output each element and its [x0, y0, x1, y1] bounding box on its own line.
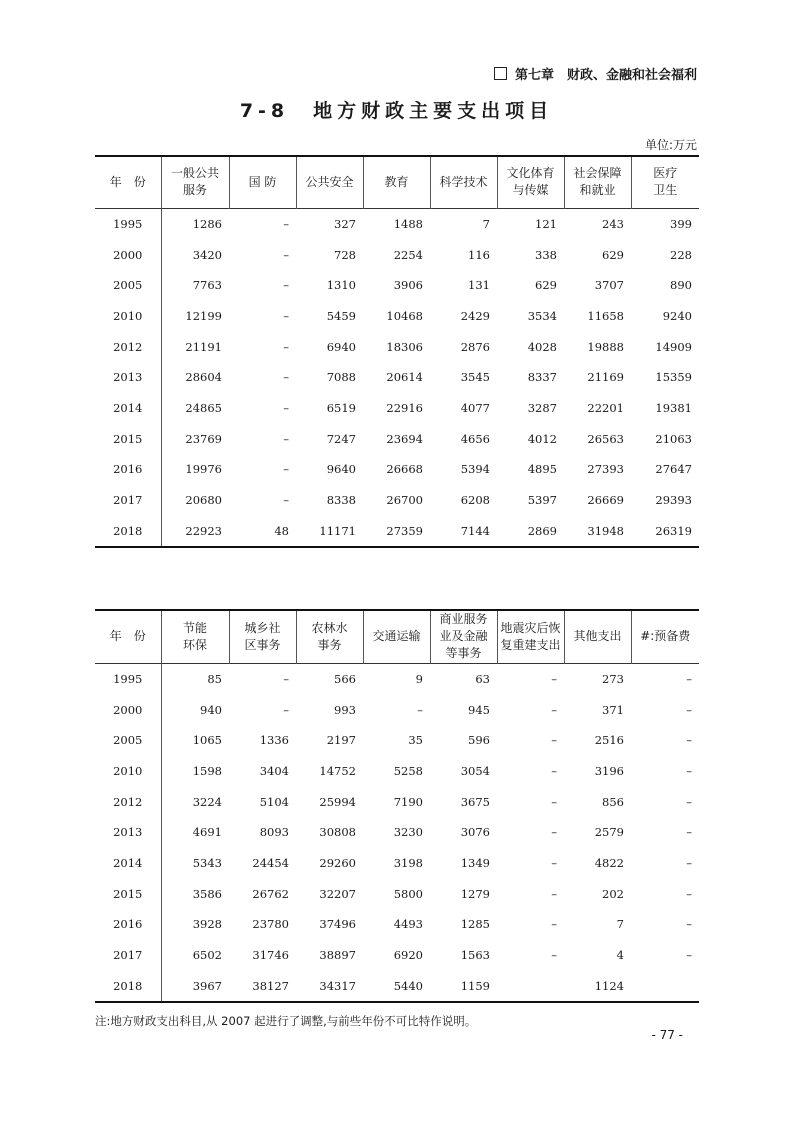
table-row — [95, 663, 699, 694]
value-cell: 21191 — [185, 339, 222, 354]
value-cell: 6208 — [460, 493, 490, 508]
value-cell: 22923 — [185, 523, 222, 538]
value-cell: 29393 — [655, 493, 692, 508]
table-row — [95, 817, 699, 848]
table-row — [95, 909, 699, 940]
value-cell: – — [551, 671, 557, 686]
column-header: 地震灾后恢 复重建支出 — [497, 610, 564, 663]
footnote: 注:地方财政支出科目,从 2007 起进行了调整,与前些年份不可比特作说明。 — [95, 1014, 477, 1028]
year-cell: 2012 — [95, 786, 161, 817]
year-cell: 1995 — [95, 208, 161, 239]
value-cell: 945 — [468, 702, 490, 717]
year-cell: 2000 — [95, 239, 161, 270]
value-cell: 4077 — [460, 400, 490, 415]
value-cell: 1286 — [192, 216, 222, 231]
value-cell: 2579 — [594, 825, 624, 840]
value-cell: 27393 — [587, 462, 624, 477]
column-header: 年 份 — [109, 629, 146, 644]
value-cell: 3586 — [192, 886, 222, 901]
table-row — [95, 970, 699, 1002]
value-cell: 6940 — [326, 339, 356, 354]
column-header: 一般公共 服务 — [161, 156, 229, 208]
column-header: 商业服务 业及金融 等事务 — [430, 610, 497, 663]
year-cell: 2013 — [95, 817, 161, 848]
value-cell: 23769 — [185, 431, 222, 446]
value-cell: 371 — [602, 702, 624, 717]
value-cell: 8338 — [326, 493, 356, 508]
value-cell: 30808 — [319, 825, 356, 840]
value-cell: 3404 — [259, 763, 289, 778]
value-cell: – — [283, 493, 289, 508]
value-cell: 26319 — [655, 523, 692, 538]
table-header-row — [95, 610, 699, 663]
chapter-title: 第七章 财政、金融和社会福利 — [514, 68, 697, 83]
value-cell: 4895 — [527, 462, 557, 477]
year-cell: 2010 — [95, 756, 161, 787]
value-cell: 131 — [468, 278, 490, 293]
value-cell: 3906 — [393, 278, 423, 293]
value-cell: 5459 — [326, 308, 356, 323]
unit-label: 单位:万元 — [644, 138, 697, 152]
year-cell: 2014 — [95, 848, 161, 879]
value-cell: 7763 — [192, 278, 222, 293]
column-header: 年 份 — [109, 174, 146, 189]
value-cell: 116 — [468, 247, 490, 262]
value-cell: 18306 — [386, 339, 423, 354]
value-cell: 1065 — [192, 733, 222, 748]
value-cell: 3224 — [192, 794, 222, 809]
value-cell: 4012 — [527, 431, 557, 446]
value-cell: 21169 — [587, 370, 624, 385]
value-cell: – — [551, 886, 557, 901]
year-cell: 2017 — [95, 940, 161, 971]
value-cell: 4656 — [460, 431, 490, 446]
value-cell: 9640 — [326, 462, 356, 477]
checkbox-square-icon — [494, 67, 507, 80]
column-header: 公共安全 — [296, 156, 363, 208]
value-cell: 2254 — [393, 247, 423, 262]
value-cell: 11658 — [587, 308, 624, 323]
value-cell: – — [283, 370, 289, 385]
table-header-row — [95, 156, 699, 208]
table-row — [95, 725, 699, 756]
value-cell: 3198 — [393, 855, 423, 870]
value-cell: 890 — [670, 278, 692, 293]
table-row — [95, 423, 699, 454]
value-cell: 1310 — [326, 278, 356, 293]
value-cell: 22201 — [587, 400, 624, 415]
value-cell: – — [283, 278, 289, 293]
value-cell: 4822 — [594, 855, 624, 870]
value-cell: 26669 — [587, 493, 624, 508]
year-cell: 2005 — [95, 725, 161, 756]
year-cell: 2013 — [95, 362, 161, 393]
value-cell: – — [551, 733, 557, 748]
value-cell: 7247 — [326, 431, 356, 446]
table-row — [95, 239, 699, 270]
value-cell: – — [551, 702, 557, 717]
value-cell: 24454 — [252, 855, 289, 870]
value-cell: 596 — [468, 733, 490, 748]
value-cell: 7144 — [460, 523, 490, 538]
value-cell: 7190 — [393, 794, 423, 809]
value-cell: 3196 — [594, 763, 624, 778]
chapter-header — [494, 64, 697, 83]
value-cell: 4028 — [527, 339, 557, 354]
value-cell: 5440 — [393, 978, 423, 993]
value-cell: 3420 — [192, 247, 222, 262]
value-cell: 273 — [602, 671, 624, 686]
value-cell: 2429 — [460, 308, 490, 323]
value-cell: – — [551, 948, 557, 963]
value-cell: 3534 — [527, 308, 557, 323]
year-cell: 2014 — [95, 393, 161, 424]
value-cell: 3545 — [460, 370, 490, 385]
value-cell: – — [686, 917, 692, 932]
value-cell: – — [283, 216, 289, 231]
column-header: 农林水 事务 — [296, 610, 363, 663]
value-cell: – — [686, 886, 692, 901]
value-cell: 4 — [616, 948, 624, 963]
value-cell: 3076 — [460, 825, 490, 840]
value-cell: 31948 — [587, 523, 624, 538]
table-row — [95, 331, 699, 362]
value-cell: 25994 — [319, 794, 356, 809]
value-cell: 1159 — [460, 978, 490, 993]
value-cell: – — [283, 308, 289, 323]
value-cell: – — [551, 855, 557, 870]
column-header: 城乡社 区事务 — [229, 610, 296, 663]
value-cell: 15359 — [655, 370, 692, 385]
year-cell: 2016 — [95, 909, 161, 940]
value-cell: 27359 — [386, 523, 423, 538]
value-cell: 1279 — [460, 886, 490, 901]
value-cell: 38897 — [319, 948, 356, 963]
value-cell: 338 — [535, 247, 557, 262]
value-cell: – — [417, 702, 423, 717]
year-cell: 2005 — [95, 270, 161, 301]
value-cell: 8337 — [527, 370, 557, 385]
value-cell: 1336 — [259, 733, 289, 748]
value-cell: 1285 — [460, 917, 490, 932]
expenditure-table-2 — [95, 609, 699, 1003]
table-row — [95, 208, 699, 239]
table-row — [95, 485, 699, 516]
value-cell: 20614 — [386, 370, 423, 385]
value-cell: – — [551, 763, 557, 778]
value-cell: 1488 — [393, 216, 423, 231]
value-cell: 19976 — [185, 462, 222, 477]
value-cell: 6502 — [192, 948, 222, 963]
value-cell: 243 — [602, 216, 624, 231]
column-header: #:预备费 — [631, 610, 699, 663]
value-cell: – — [551, 825, 557, 840]
table-row — [95, 270, 699, 301]
value-cell: 728 — [334, 247, 356, 262]
value-cell — [497, 970, 564, 1002]
column-header: 节能 环保 — [161, 610, 229, 663]
value-cell: – — [686, 733, 692, 748]
year-cell: 1995 — [95, 663, 161, 694]
table-row — [95, 301, 699, 332]
year-cell: 2010 — [95, 301, 161, 332]
column-header: 文化体育 与传媒 — [497, 156, 564, 208]
value-cell: – — [283, 431, 289, 446]
value-cell: 228 — [670, 247, 692, 262]
year-cell: 2018 — [95, 515, 161, 547]
value-cell: 22916 — [386, 400, 423, 415]
value-cell: 856 — [602, 794, 624, 809]
value-cell: 940 — [200, 702, 222, 717]
value-cell: 1598 — [192, 763, 222, 778]
year-cell: 2016 — [95, 454, 161, 485]
value-cell: 7088 — [326, 370, 356, 385]
value-cell: 2197 — [326, 733, 356, 748]
value-cell: 9 — [415, 671, 423, 686]
value-cell: 12199 — [185, 308, 222, 323]
value-cell: 629 — [535, 278, 557, 293]
value-cell: – — [686, 948, 692, 963]
value-cell: – — [686, 855, 692, 870]
value-cell: 5394 — [460, 462, 490, 477]
value-cell: – — [686, 702, 692, 717]
column-header: 社会保障 和就业 — [564, 156, 631, 208]
value-cell: 35 — [408, 733, 423, 748]
year-cell: 2015 — [95, 423, 161, 454]
value-cell: 10468 — [386, 308, 423, 323]
value-cell: 21063 — [655, 431, 692, 446]
value-cell: 29260 — [319, 855, 356, 870]
value-cell: – — [686, 671, 692, 686]
value-cell: 31746 — [252, 948, 289, 963]
table-row — [95, 694, 699, 725]
table-row — [95, 393, 699, 424]
value-cell: 3054 — [460, 763, 490, 778]
year-cell: 2012 — [95, 331, 161, 362]
value-cell: 26668 — [386, 462, 423, 477]
column-header: 其他支出 — [564, 610, 631, 663]
value-cell: 85 — [207, 671, 222, 686]
column-header: 教育 — [363, 156, 430, 208]
value-cell: 1563 — [460, 948, 490, 963]
value-cell: 23780 — [252, 917, 289, 932]
page-number: - 77 - — [651, 1028, 683, 1042]
value-cell: – — [686, 825, 692, 840]
value-cell: – — [283, 400, 289, 415]
value-cell: – — [283, 339, 289, 354]
value-cell: 14752 — [319, 763, 356, 778]
value-cell: 1124 — [594, 978, 624, 993]
value-cell: 3230 — [393, 825, 423, 840]
value-cell: 26563 — [587, 431, 624, 446]
value-cell: 327 — [334, 216, 356, 231]
value-cell: 2876 — [460, 339, 490, 354]
value-cell: 38127 — [252, 978, 289, 993]
column-header: 国 防 — [229, 156, 296, 208]
value-cell: 4493 — [393, 917, 423, 932]
table-row — [95, 848, 699, 879]
value-cell: – — [283, 671, 289, 686]
column-header: 交通运输 — [363, 610, 430, 663]
value-cell: 7 — [482, 216, 490, 231]
table-row — [95, 878, 699, 909]
value-cell: 48 — [274, 523, 289, 538]
value-cell: 28604 — [185, 370, 222, 385]
table-row — [95, 940, 699, 971]
year-cell: 2015 — [95, 878, 161, 909]
value-cell: 63 — [475, 671, 490, 686]
value-cell: 6920 — [393, 948, 423, 963]
value-cell: 8093 — [259, 825, 289, 840]
value-cell: – — [283, 462, 289, 477]
value-cell: 4691 — [192, 825, 222, 840]
value-cell: 27647 — [655, 462, 692, 477]
value-cell: 9240 — [662, 308, 692, 323]
table-row — [95, 362, 699, 393]
table-row — [95, 756, 699, 787]
value-cell: 5258 — [393, 763, 423, 778]
value-cell: 5397 — [527, 493, 557, 508]
expenditure-table-1 — [95, 155, 699, 548]
value-cell: 32207 — [319, 886, 356, 901]
value-cell: 7 — [616, 917, 624, 932]
value-cell: – — [551, 794, 557, 809]
value-cell: 3967 — [192, 978, 222, 993]
value-cell: 19381 — [655, 400, 692, 415]
table-row — [95, 786, 699, 817]
value-cell: – — [283, 702, 289, 717]
value-cell: 5104 — [259, 794, 289, 809]
value-cell: 2516 — [594, 733, 624, 748]
value-cell: 23694 — [386, 431, 423, 446]
year-cell: 2018 — [95, 970, 161, 1002]
value-cell: 14909 — [655, 339, 692, 354]
value-cell: 26700 — [386, 493, 423, 508]
value-cell: – — [686, 794, 692, 809]
value-cell: 3928 — [192, 917, 222, 932]
value-cell: – — [686, 763, 692, 778]
value-cell: 3707 — [594, 278, 624, 293]
value-cell: 19888 — [587, 339, 624, 354]
value-cell: 11171 — [319, 523, 356, 538]
value-cell: 37496 — [319, 917, 356, 932]
value-cell: 993 — [334, 702, 356, 717]
value-cell: – — [551, 917, 557, 932]
year-cell: 2000 — [95, 694, 161, 725]
value-cell: 121 — [535, 216, 557, 231]
value-cell: 566 — [334, 671, 356, 686]
table-row — [95, 454, 699, 485]
value-cell: 3675 — [460, 794, 490, 809]
value-cell: 1349 — [460, 855, 490, 870]
page-title: 7-8 地方财政主要支出项目 — [239, 100, 554, 122]
value-cell: 34317 — [319, 978, 356, 993]
value-cell — [631, 970, 699, 1002]
value-cell: 3287 — [527, 400, 557, 415]
value-cell: 399 — [670, 216, 692, 231]
column-header: 医疗 卫生 — [631, 156, 699, 208]
value-cell: 6519 — [326, 400, 356, 415]
value-cell: 5343 — [192, 855, 222, 870]
value-cell: 5800 — [393, 886, 423, 901]
table-row — [95, 515, 699, 547]
value-cell: 24865 — [185, 400, 222, 415]
value-cell: 2869 — [527, 523, 557, 538]
value-cell: 26762 — [252, 886, 289, 901]
value-cell: – — [283, 247, 289, 262]
value-cell: 629 — [602, 247, 624, 262]
value-cell: 202 — [602, 886, 624, 901]
column-header: 科学技术 — [430, 156, 497, 208]
year-cell: 2017 — [95, 485, 161, 516]
value-cell: 20680 — [185, 493, 222, 508]
